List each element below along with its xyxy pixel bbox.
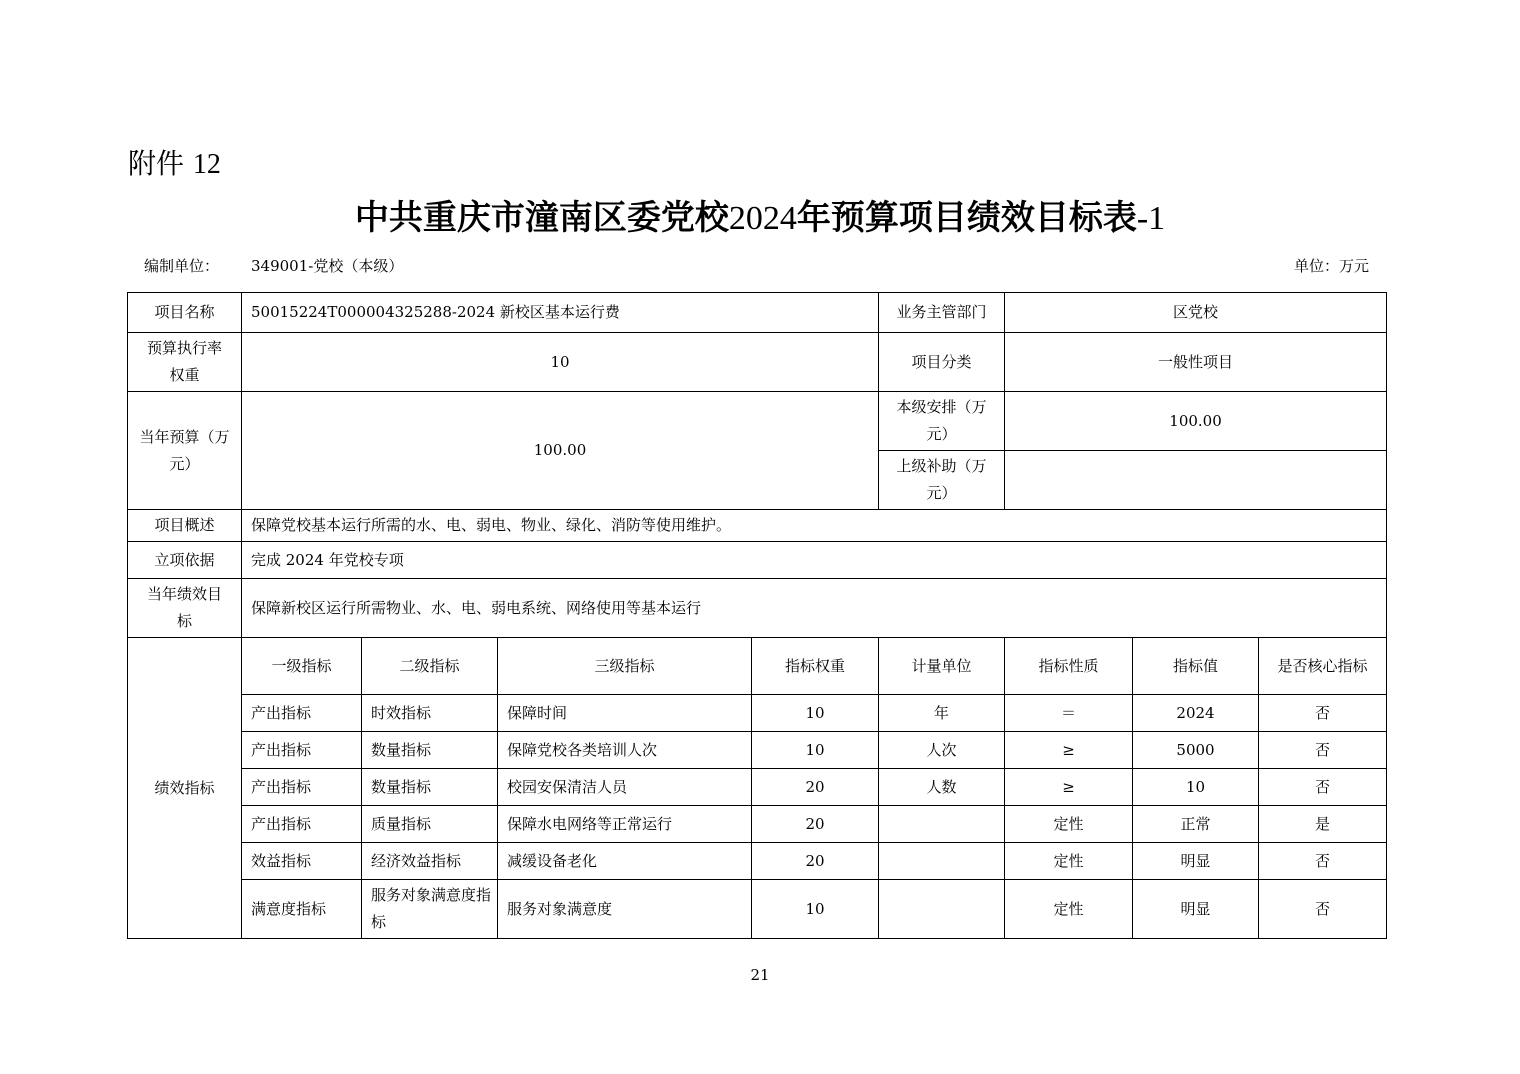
weight-label-line2: 权重 xyxy=(169,366,200,384)
cell-weight: 10 xyxy=(752,695,879,732)
cell-level2: 数量指标 xyxy=(362,732,498,769)
cell-core: 否 xyxy=(1259,732,1387,769)
cell-weight: 20 xyxy=(752,843,879,880)
budget-label-line1: 当年预算（万 xyxy=(139,427,230,446)
cell-value: 2024 xyxy=(1133,695,1259,732)
unit-label: 单位：万元 xyxy=(1294,257,1370,275)
compiler-value: 349001-党校（本级） xyxy=(251,257,404,275)
cell-level1: 产出指标 xyxy=(242,769,362,806)
table-row xyxy=(128,880,1387,939)
compiler-label: 编制单位： xyxy=(144,257,220,275)
table-row xyxy=(128,695,1387,732)
project-name-value: 50015224T000004325288-2024 新校区基本运行费 xyxy=(242,293,879,333)
overview-label: 项目概述 xyxy=(128,510,242,542)
title-prefix: 中共重庆市潼南区委党校 xyxy=(354,198,729,238)
title-suffix: -1 xyxy=(1136,200,1166,237)
weight-label-line1: 预算执行率 xyxy=(146,339,222,357)
local-value: 100.00 xyxy=(1005,392,1387,451)
goal-value: 保障新校区运行所需物业、水、电、弱电系统、网络使用等基本运行 xyxy=(242,579,1387,638)
cell-core: 否 xyxy=(1259,769,1387,806)
goal-label-line1: 当年绩效目 xyxy=(146,585,222,603)
cell-level3: 保障水电网络等正常运行 xyxy=(498,806,752,843)
upper-label-line2: 元） xyxy=(926,484,957,502)
category-label: 项目分类 xyxy=(879,333,1005,392)
header-unit: 计量单位 xyxy=(879,638,1005,695)
row-project-name xyxy=(128,293,1387,333)
attachment-number: 12 xyxy=(192,149,221,180)
cell-nature: 定性 xyxy=(1005,843,1133,880)
upper-label-line1: 上级补助（万 xyxy=(896,457,987,475)
upper-value xyxy=(1005,451,1387,510)
budget-label xyxy=(128,392,242,510)
overview-value: 保障党校基本运行所需的水、电、弱电、物业、绿化、消防等使用维护。 xyxy=(242,510,1387,542)
table-row xyxy=(128,732,1387,769)
cell-core: 否 xyxy=(1259,880,1387,939)
cell-weight: 20 xyxy=(752,806,879,843)
attachment-label xyxy=(128,142,221,182)
cell-core: 否 xyxy=(1259,695,1387,732)
cell-level2: 时效指标 xyxy=(362,695,498,732)
project-name-label: 项目名称 xyxy=(128,293,242,333)
cell-unit xyxy=(879,843,1005,880)
cell-value: 正常 xyxy=(1133,806,1259,843)
cell-level1: 效益指标 xyxy=(242,843,362,880)
header-core: 是否核心指标 xyxy=(1259,638,1387,695)
cell-level1: 满意度指标 xyxy=(242,880,362,939)
cell-level3: 校园安保清洁人员 xyxy=(498,769,752,806)
cell-nature: 定性 xyxy=(1005,880,1133,939)
row-basis xyxy=(128,542,1387,579)
indicator-header-row xyxy=(128,638,1387,695)
cell-unit xyxy=(879,880,1005,939)
basis-label: 立项依据 xyxy=(128,542,242,579)
cell-level1: 产出指标 xyxy=(242,732,362,769)
cell-value: 明显 xyxy=(1133,843,1259,880)
category-value: 一般性项目 xyxy=(1005,333,1387,392)
row-overview xyxy=(128,510,1387,542)
cell-weight: 10 xyxy=(752,880,879,939)
cell-level3: 减缓设备老化 xyxy=(498,843,752,880)
cell-level3: 保障时间 xyxy=(498,695,752,732)
title-year: 2024 xyxy=(728,200,797,237)
table-row xyxy=(128,843,1387,880)
performance-target-table xyxy=(127,292,1387,939)
cell-weight: 20 xyxy=(752,769,879,806)
header-weight: 指标权重 xyxy=(752,638,879,695)
weight-label xyxy=(128,333,242,392)
header-nature: 指标性质 xyxy=(1005,638,1133,695)
cell-level2: 服务对象满意度指标 xyxy=(362,880,498,939)
dept-label: 业务主管部门 xyxy=(879,293,1005,333)
cell-value: 10 xyxy=(1133,769,1259,806)
cell-level1: 产出指标 xyxy=(242,695,362,732)
title-main: 年预算项目绩效目标表 xyxy=(796,198,1137,238)
basis-value: 完成 2024 年党校专项 xyxy=(242,542,1387,579)
dept-value: 区党校 xyxy=(1005,293,1387,333)
local-label xyxy=(879,392,1005,451)
header-level2: 二级指标 xyxy=(362,638,498,695)
cell-unit: 年 xyxy=(879,695,1005,732)
cell-nature: ≥ xyxy=(1005,732,1133,769)
cell-unit: 人数 xyxy=(879,769,1005,806)
cell-value: 5000 xyxy=(1133,732,1259,769)
page-title xyxy=(0,190,1520,239)
cell-level3: 服务对象满意度 xyxy=(498,880,752,939)
budget-label-line2: 元） xyxy=(169,454,200,473)
header-value: 指标值 xyxy=(1133,638,1259,695)
cell-core: 否 xyxy=(1259,843,1387,880)
cell-value: 明显 xyxy=(1133,880,1259,939)
table-row xyxy=(128,806,1387,843)
cell-weight: 10 xyxy=(752,732,879,769)
budget-value: 100.00 xyxy=(242,392,879,510)
row-weight xyxy=(128,333,1387,392)
cell-level3: 保障党校各类培训人次 xyxy=(498,732,752,769)
cell-level2: 数量指标 xyxy=(362,769,498,806)
cell-level1: 产出指标 xyxy=(242,806,362,843)
indicator-section-label: 绩效指标 xyxy=(128,638,242,939)
upper-label xyxy=(879,451,1005,510)
cell-unit xyxy=(879,806,1005,843)
row-goal xyxy=(128,579,1387,638)
cell-unit: 人次 xyxy=(879,732,1005,769)
local-label-line1: 本级安排（万 xyxy=(896,398,987,416)
weight-value: 10 xyxy=(242,333,879,392)
cell-level2: 质量指标 xyxy=(362,806,498,843)
attachment-text: 附件 xyxy=(128,147,185,180)
cell-core: 是 xyxy=(1259,806,1387,843)
goal-label-line2: 标 xyxy=(176,612,192,630)
goal-label xyxy=(128,579,242,638)
header-level1: 一级指标 xyxy=(242,638,362,695)
cell-nature: ≥ xyxy=(1005,769,1133,806)
cell-level2: 经济效益指标 xyxy=(362,843,498,880)
local-label-line2: 元） xyxy=(926,425,957,443)
header-level3: 三级指标 xyxy=(498,638,752,695)
page-number: 21 xyxy=(750,966,770,984)
cell-nature: ＝ xyxy=(1005,695,1133,732)
table-row xyxy=(128,769,1387,806)
row-budget-local xyxy=(128,392,1387,451)
cell-nature: 定性 xyxy=(1005,806,1133,843)
